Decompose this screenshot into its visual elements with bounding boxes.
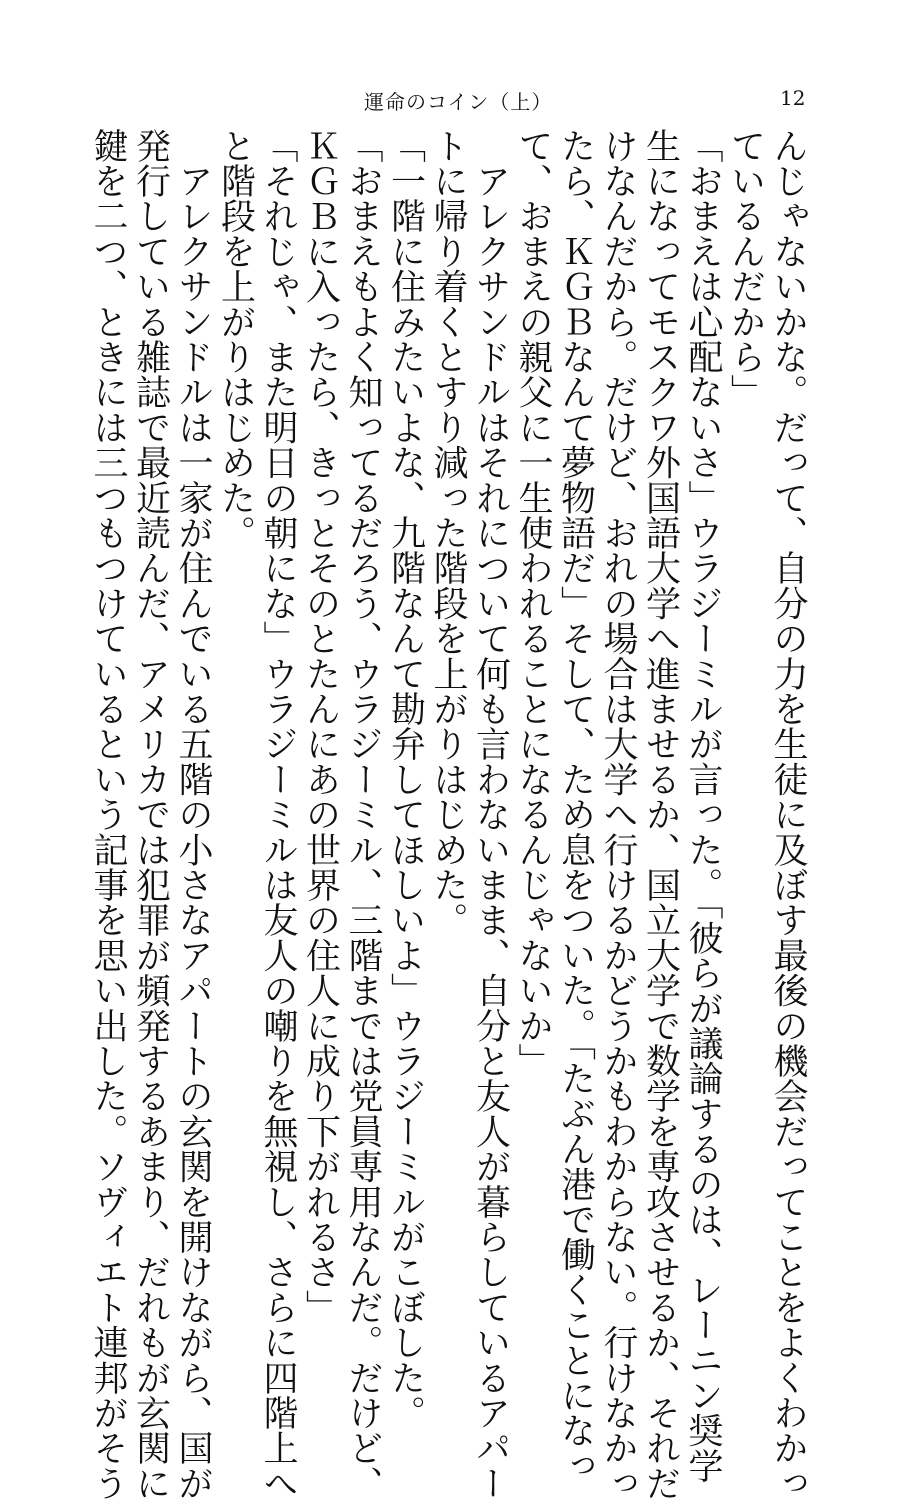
text-column-2: ているんだから」 <box>725 128 766 410</box>
text-column-6: たら、ＫＧＢなんて夢物語だ」そして、ため息をついた。「たぶん港で働くことになっ <box>555 128 596 1484</box>
text-column-15: アレクサンドルは一家が住んでいる五階の小さなアパートの玄関を開けながら、国が <box>173 128 213 1501</box>
running-header-title: 運命のコイン（上） <box>364 90 553 114</box>
vertical-body-text <box>88 128 808 1501</box>
text-column-13: 「それじゃ、また明日の朝にな」ウラジーミルは友人の嘲りを無視し、さらに四階上へ <box>258 128 298 1501</box>
page-number: 12 <box>780 86 806 110</box>
text-column-4: 生になってモスクワ外国語大学へ進ませるか、国立大学で数学を専攻させるか、それだ <box>640 128 681 1501</box>
text-column-8: アレクサンドルはそれについて何も言わないまま、自分と友人が暮らしているアパー <box>470 128 511 1501</box>
text-column-5: けなんだから。だけど、おれの場合は大学へ行けるかどうかもわからない。行けなかっ <box>598 128 638 1501</box>
text-column-1: んじゃないかな。だって、自分の力を生徒に及ぼす最後の機会だってことをよくわかっ <box>768 128 808 1501</box>
text-column-16: 発行している雑誌で最近読んだ、アメリカでは犯罪が頻発するあまり、だれもが玄関に <box>130 128 171 1501</box>
text-column-7: て、おまえの親父に一生使われることになるんじゃないか」 <box>513 128 553 1079</box>
text-column-12: ＫＧＢに入ったら、きっとそのとたんにあの世界の住人に成り下がれるさ」 <box>300 128 341 1325</box>
text-column-11: 「おまえもよく知ってるだろう、ウラジーミル、三階までは党員専用なんだ。だけど、 <box>343 128 383 1501</box>
text-column-10: 「一階に住みたいよな、九階なんて勘弁してほしいよ」ウラジーミルがこぼした。 <box>385 128 426 1431</box>
text-column-14: と階段を上がりはじめた。 <box>215 128 256 551</box>
text-column-3: 「おまえは心配ないさ」ウラジーミルが言った。「彼らが議論するのは、レーニン奨学 <box>683 128 723 1484</box>
text-column-17: 鍵を二つ、ときには三つもつけているという記事を思い出した。ソヴィエト連邦がそう <box>88 128 128 1501</box>
text-column-9: トに帰り着くとすり減った階段を上がりはじめた。 <box>428 128 468 938</box>
